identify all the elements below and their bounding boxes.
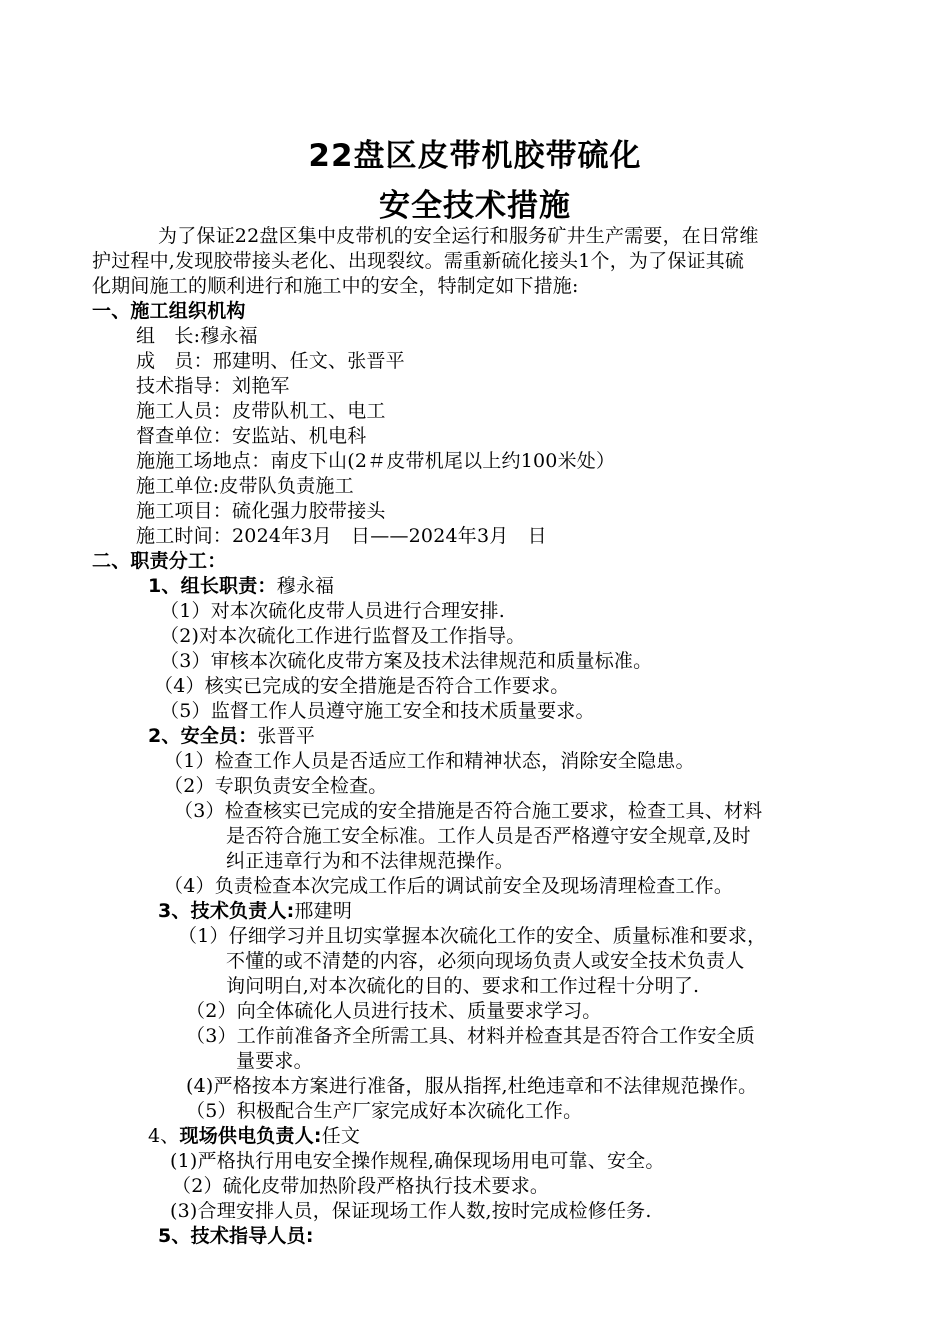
intro-line: 为了保证22盘区集中皮带机的安全运行和服务矿井生产需要，在日常维 [158, 225, 759, 247]
duty-item: (4)严格按本方案进行准备，服从指挥,杜绝违章和不法律规范操作。 [186, 1075, 758, 1097]
duty-item: （4）核实已完成的安全措施是否符合工作要求。 [154, 675, 570, 697]
org-item: 施工时间：2024年3月 日——2024年3月 日 [136, 525, 547, 547]
duty-item: （5）监督工作人员遵守施工安全和技术质量要求。 [160, 700, 595, 722]
role-label: 现场供电负责人: [179, 1125, 322, 1147]
org-item: 督查单位：安监站、机电科 [136, 425, 367, 447]
role-label: 3、技术负责人: [158, 900, 295, 922]
duty-item-continued: 量要求。 [236, 1050, 313, 1072]
duty-item: （2）硫化皮带加热阶段严格执行技术要求。 [172, 1175, 550, 1197]
role-heading [158, 1224, 314, 1249]
duty-item: （3）检查核实已完成的安全措施是否符合施工要求，检查工具、材料 [174, 800, 763, 822]
section-heading: 二、职责分工： [92, 550, 227, 572]
duty-item: （1）对本次硫化皮带人员进行合理安排. [160, 600, 505, 622]
role-name: 穆永福 [276, 575, 335, 597]
duty-item: （2）向全体硫化人员进行技术、质量要求学习。 [186, 1000, 602, 1022]
role-label: 2、安全员： [148, 725, 258, 747]
duty-item: （4）负责检查本次完成工作后的调试前安全及现场清理检查工作。 [164, 875, 734, 897]
duty-item-continued: 不懂的或不清楚的内容，必须向现场负责人或安全技术负责人 [226, 950, 745, 972]
intro-line: 护过程中,发现胶带接头老化、出现裂纹。需重新硫化接头1个，为了保证其硫 [92, 250, 745, 272]
intro-line: 化期间施工的顺利进行和施工中的安全，特制定如下措施: [92, 275, 579, 297]
role-heading [148, 574, 334, 599]
role-name: 任文 [321, 1125, 361, 1147]
duty-item: (1)严格执行用电安全操作规程,确保现场用电可靠、安全。 [170, 1150, 665, 1172]
duty-item: (3)合理安排人员，保证现场工作人数,按时完成检修任务. [170, 1200, 652, 1222]
org-item: 施工项目：硫化强力胶带接头 [136, 500, 386, 522]
org-item: 组 长:穆永福 [136, 325, 258, 347]
role-name: 邢建明 [294, 900, 353, 922]
duty-item-continued: 是否符合施工安全标准。工作人员是否严格遵守安全规章,及时 [226, 825, 751, 847]
role-heading [148, 724, 315, 749]
document-subtitle: 安全技术措施 [379, 188, 571, 224]
role-label: 5、技术指导人员: [158, 1225, 314, 1247]
org-item: 施工人员：皮带队机工、电工 [136, 400, 386, 422]
duty-item: （3）工作前准备齐全所需工具、材料并检查其是否符合工作安全质 [186, 1025, 756, 1047]
duty-item: （1）检查工作人员是否适应工作和精神状态，消除安全隐患。 [164, 750, 695, 772]
section-heading: 一、施工组织机构 [92, 300, 246, 322]
role-label: 1、组长职责： [148, 575, 277, 597]
duty-item: （2)对本次硫化工作进行监督及工作指导。 [160, 625, 526, 647]
duty-item: （3）审核本次硫化皮带方案及技术法律规范和质量标准。 [160, 650, 653, 672]
org-item: 技术指导：刘艳军 [136, 375, 290, 397]
duty-item: （2）专职负责安全检查。 [164, 775, 388, 797]
org-item: 成 员：邢建明、任文、张晋平 [136, 350, 405, 372]
duty-item: （1）仔细学习并且切实掌握本次硫化工作的安全、质量标准和要求， [178, 925, 767, 947]
org-item: 施施工场地点：南皮下山(2＃皮带机尾以上约100米处） [136, 450, 616, 472]
document-title: 22盘区皮带机胶带硫化 [308, 138, 642, 174]
org-item: 施工单位:皮带队负责施工 [136, 475, 354, 497]
role-name: 张晋平 [257, 725, 316, 747]
duty-item-continued: 纠正违章行为和不法律规范操作。 [226, 850, 515, 872]
role-heading [148, 1124, 360, 1149]
duty-item-continued: 询问明白,对本次硫化的目的、要求和工作过程十分明了. [226, 975, 700, 997]
duty-item: （5）积极配合生产厂家完成好本次硫化工作。 [186, 1100, 583, 1122]
role-heading [158, 899, 352, 924]
role-number: 4、 [148, 1125, 180, 1147]
